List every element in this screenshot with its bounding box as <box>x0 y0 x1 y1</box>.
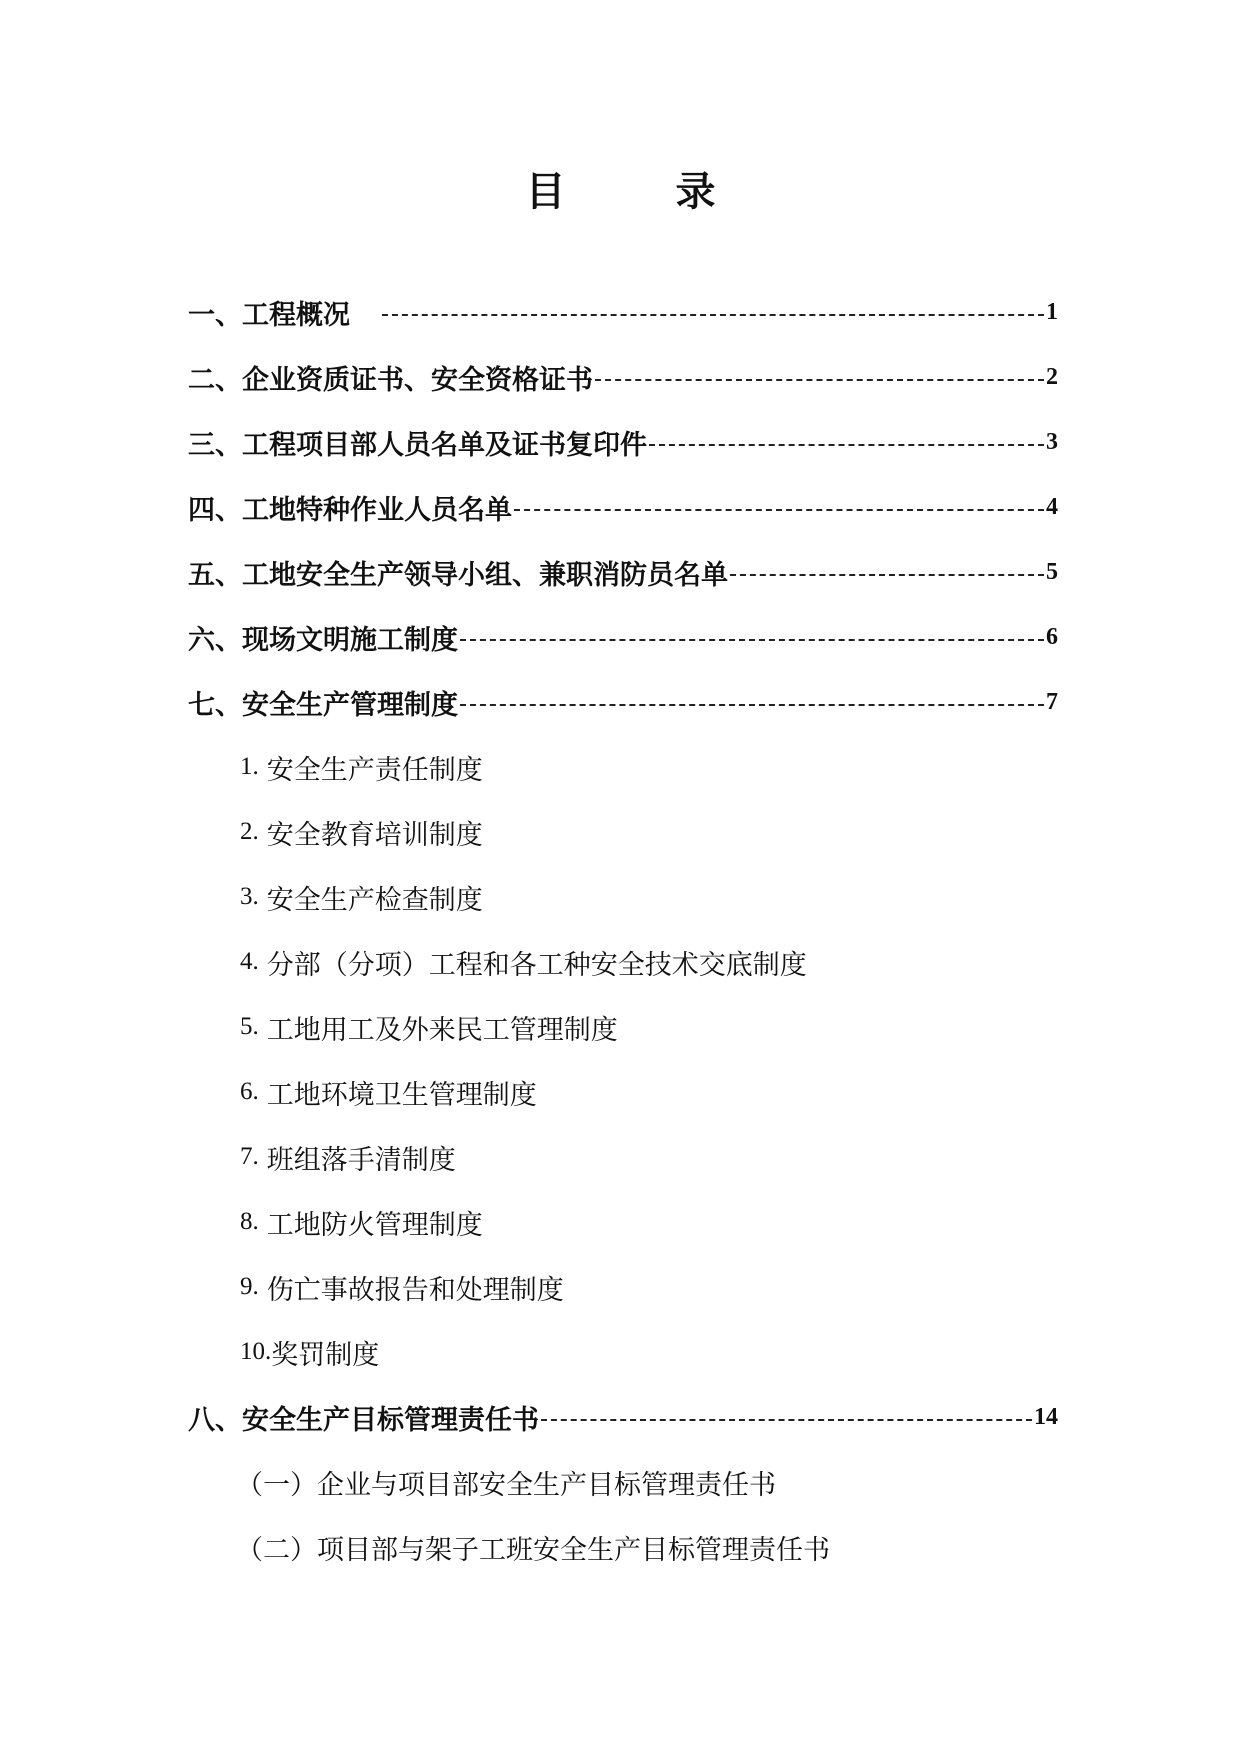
toc-entry-label: 一、工程概况 <box>188 299 350 331</box>
subentry-number: 10. <box>240 1338 272 1365</box>
toc-entry-label: 二、企业资质证书、安全资格证书 <box>188 364 593 396</box>
subentry-number: 7. <box>240 1143 259 1170</box>
subentry-text: 班组落手清制度 <box>266 1144 456 1176</box>
page-title <box>0 160 1241 217</box>
toc-subentry-7-9[interactable] <box>240 1265 564 1309</box>
title-char-2: 录 <box>675 168 716 215</box>
dot-leader <box>649 444 1044 446</box>
toc-entry-page: 6 <box>1046 623 1058 650</box>
dot-leader <box>595 379 1044 381</box>
toc-entry-page: 4 <box>1046 493 1058 520</box>
subentry-text: （一）企业与项目部安全生产目标管理责任书 <box>236 1469 776 1501</box>
toc-entry-label: 七、安全生产管理制度 <box>188 689 458 721</box>
toc-subentry-7-10[interactable] <box>240 1330 379 1374</box>
subentry-number: 2. <box>240 818 259 845</box>
toc-subentry-7-1[interactable] <box>240 745 483 789</box>
subentry-number: 1. <box>240 753 259 780</box>
subentry-text: 安全生产检查制度 <box>266 884 483 916</box>
dot-leader <box>460 639 1044 641</box>
toc-entry-page: 3 <box>1046 428 1058 455</box>
subentry-text: （二）项目部与架子工班安全生产目标管理责任书 <box>236 1534 830 1566</box>
title-char-1: 目 <box>525 168 566 215</box>
subentry-text: 工地环境卫生管理制度 <box>266 1079 537 1111</box>
subentry-text: 工地防火管理制度 <box>266 1209 483 1241</box>
subentry-number: 6. <box>240 1078 259 1105</box>
dot-leader <box>514 509 1044 511</box>
toc-subentry-8-2[interactable] <box>236 1525 830 1569</box>
toc-entry-page: 7 <box>1046 688 1058 715</box>
subentry-text: 奖罚制度 <box>271 1339 380 1371</box>
subentry-text: 安全生产责任制度 <box>266 754 483 786</box>
toc-subentry-8-1[interactable] <box>236 1460 776 1504</box>
subentry-text: 工地用工及外来民工管理制度 <box>266 1014 618 1046</box>
toc-subentry-7-6[interactable] <box>240 1070 537 1114</box>
toc-subentry-7-8[interactable] <box>240 1200 483 1244</box>
toc-entry-label: 四、工地特种作业人员名单 <box>188 494 512 526</box>
toc-entry-label: 六、现场文明施工制度 <box>188 624 458 656</box>
dot-leader <box>541 1419 1032 1421</box>
toc-subentry-7-4[interactable] <box>240 940 807 984</box>
dot-leader <box>730 574 1044 576</box>
toc-subentry-7-2[interactable] <box>240 810 483 854</box>
toc-entry-6[interactable] <box>188 615 1058 659</box>
subentry-number: 8. <box>240 1208 259 1235</box>
toc-entry-5[interactable] <box>188 550 1058 594</box>
toc-entry-page: 5 <box>1046 558 1058 585</box>
toc-entry-page: 1 <box>1046 298 1058 325</box>
toc-entry-2[interactable] <box>188 355 1058 399</box>
subentry-number: 4. <box>240 948 259 975</box>
dot-leader <box>460 704 1044 706</box>
subentry-text: 分部（分项）工程和各工种安全技术交底制度 <box>266 949 807 981</box>
subentry-number: 5. <box>240 1013 259 1040</box>
subentry-number: 3. <box>240 883 259 910</box>
toc-entry-label: 五、工地安全生产领导小组、兼职消防员名单 <box>188 559 728 591</box>
toc-entry-8[interactable] <box>188 1395 1058 1439</box>
toc-entry-4[interactable] <box>188 485 1058 529</box>
toc-entry-page: 14 <box>1034 1403 1058 1430</box>
toc-entry-label: 三、工程项目部人员名单及证书复印件 <box>188 429 647 461</box>
toc-entry-label: 八、安全生产目标管理责任书 <box>188 1404 539 1436</box>
toc-subentry-7-3[interactable] <box>240 875 483 919</box>
toc-entry-3[interactable] <box>188 420 1058 464</box>
toc-entry-7[interactable] <box>188 680 1058 724</box>
toc-subentry-7-7[interactable] <box>240 1135 456 1179</box>
dot-leader <box>382 314 1044 316</box>
subentry-number: 9. <box>240 1273 259 1300</box>
toc-subentry-7-5[interactable] <box>240 1005 618 1049</box>
subentry-text: 安全教育培训制度 <box>266 819 483 851</box>
toc-entry-page: 2 <box>1046 363 1058 390</box>
subentry-text: 伤亡事故报告和处理制度 <box>266 1274 564 1306</box>
toc-entry-1[interactable] <box>188 290 1058 334</box>
